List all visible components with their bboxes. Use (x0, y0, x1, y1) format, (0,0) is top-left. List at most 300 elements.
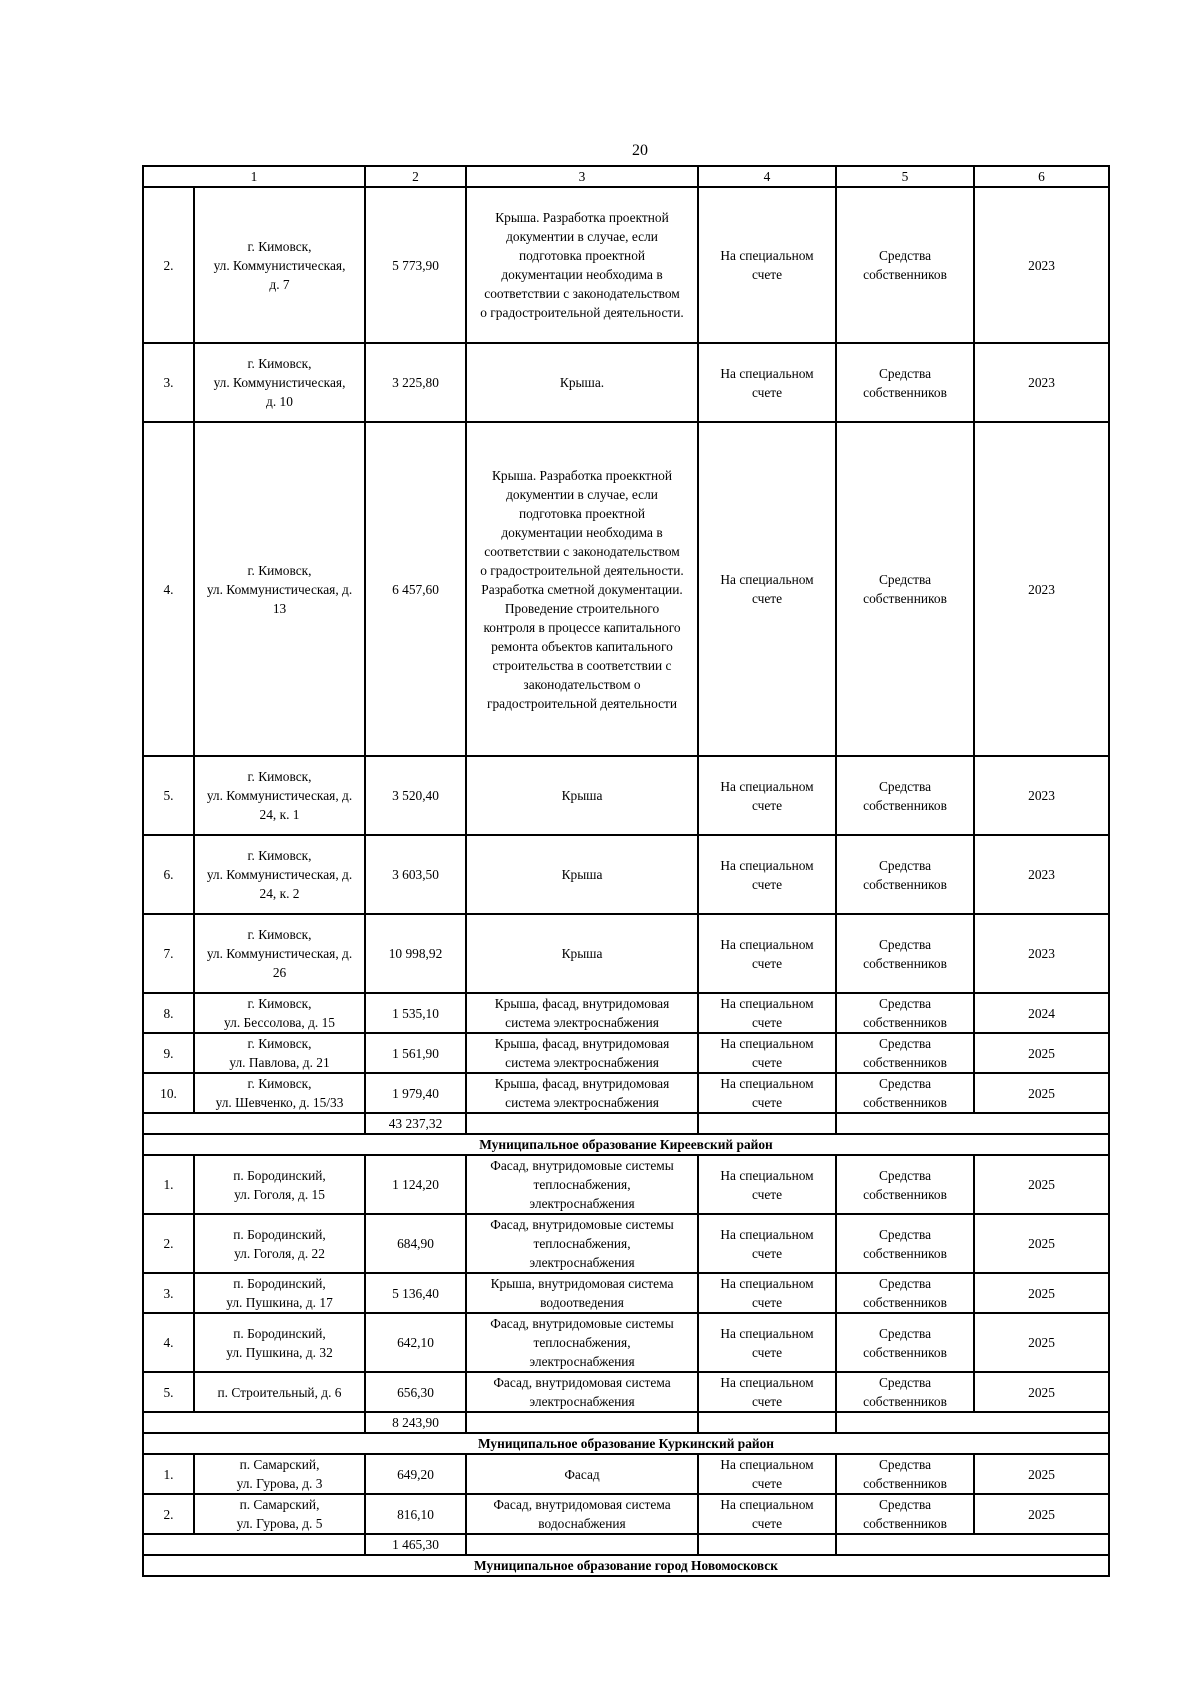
row-number: 2. (143, 187, 194, 343)
works-cell-line: Фасад, внутридомовая система (493, 1497, 671, 1512)
fund-method-cell-line: На специальном (720, 936, 814, 952)
address-cell-line: ул. Гоголя, д. 22 (234, 1245, 325, 1261)
works-cell-line: водоснабжения (538, 1516, 626, 1531)
address-cell (194, 187, 365, 343)
works-cell-line: Крыша (561, 788, 603, 803)
year-cell: 2023 (974, 756, 1109, 835)
address-cell-line: ул. Коммунистическая, д. (206, 867, 353, 882)
fund-method-cell-line: счете (751, 797, 783, 813)
address-cell-line: ул. Пушкина, д. 32 (226, 1344, 333, 1360)
address-cell-line: ул. Гурова, д. 5 (236, 1516, 323, 1531)
row-number: 2. (143, 1214, 194, 1273)
year-cell: 2023 (974, 187, 1109, 343)
funding-source-cell-line: Средства (878, 778, 932, 794)
funding-source-cell (836, 343, 974, 422)
fund-method-cell (698, 343, 836, 422)
funding-source-cell-line: собственников (863, 591, 947, 606)
funding-source-cell-line: собственников (863, 955, 947, 971)
column-number-cell: 2 (365, 166, 466, 187)
year-cell: 2025 (974, 1494, 1109, 1534)
fund-method-cell (698, 1313, 836, 1372)
fund-method-cell (698, 187, 836, 343)
address-cell-line: д. 7 (269, 276, 290, 292)
year-cell: 2025 (974, 1313, 1109, 1372)
works-cell-line: теплоснабжения, (533, 1335, 631, 1350)
address-cell-line: п. Бородинский, (233, 1325, 326, 1341)
works-cell (466, 756, 698, 835)
funding-source-cell-line: собственников (863, 876, 947, 892)
area-cell: 656,30 (365, 1372, 466, 1412)
works-cell (466, 993, 698, 1033)
address-cell (194, 835, 365, 914)
funding-source-cell-line: Средства (878, 572, 932, 587)
works-cell (466, 1313, 698, 1372)
section-title: Муниципальное образование Куркинский район (143, 1433, 1109, 1454)
area-cell: 1 535,10 (365, 993, 466, 1033)
works-cell (466, 1155, 698, 1214)
column-number-cell: 6 (974, 166, 1109, 187)
fund-method-cell-line: счете (751, 1344, 783, 1360)
address-cell (194, 343, 365, 422)
works-cell (466, 187, 698, 343)
address-cell-line: ул. Бессолова, д. 15 (224, 1015, 335, 1030)
subtotal-value: 1 465,30 (365, 1534, 466, 1555)
funding-source-cell-line: Средства (878, 365, 932, 381)
works-cell (466, 422, 698, 756)
fund-method-cell-line: На специальном (720, 1375, 814, 1390)
works-cell-line: система электроснабжения (505, 1015, 659, 1030)
works-cell-line: Крыша, внутридомовая система (490, 1276, 674, 1291)
works-cell-line: Фасад, внутридомовые системы (490, 1158, 674, 1173)
area-cell: 816,10 (365, 1494, 466, 1534)
address-cell-line: п. Бородинский, (233, 1226, 326, 1242)
funding-source-cell (836, 1033, 974, 1073)
address-cell-line: ул. Коммунистическая, д. (206, 946, 353, 961)
works-cell-line: законодательством о (523, 676, 641, 692)
table-row (143, 1454, 1109, 1494)
address-cell-line: ул. Коммунистическая, д. (206, 581, 353, 597)
row-number: 5. (143, 756, 194, 835)
fund-method-cell-line: счете (751, 1055, 783, 1070)
address-cell-line: г. Кимовск, (247, 848, 312, 863)
funding-source-cell-line: собственников (863, 1476, 947, 1491)
fund-method-cell (698, 1454, 836, 1494)
address-cell (194, 1313, 365, 1372)
subtotal-blank (698, 1412, 836, 1433)
works-cell-line: ремонта объектов капитального (491, 638, 673, 654)
works-cell-line: Крыша (561, 867, 603, 882)
works-cell-line: теплоснабжения, (533, 1236, 631, 1251)
subtotal-blank (698, 1113, 836, 1134)
address-cell (194, 1073, 365, 1113)
fund-method-cell-line: На специальном (720, 248, 814, 263)
row-number: 8. (143, 993, 194, 1033)
works-cell (466, 835, 698, 914)
fund-method-cell-line: На специальном (720, 1036, 814, 1051)
fund-method-cell-line: На специальном (720, 1497, 814, 1512)
row-number: 4. (143, 1313, 194, 1372)
fund-method-cell-line: счете (751, 955, 783, 971)
column-number-cell: 4 (698, 166, 836, 187)
table-row (143, 187, 1109, 343)
works-cell-line: строительства в соответствии с (492, 657, 672, 673)
funding-source-cell-line: Средства (878, 1276, 932, 1291)
funding-source-cell (836, 1155, 974, 1214)
funding-source-cell (836, 993, 974, 1033)
address-cell (194, 1372, 365, 1412)
fund-method-cell-line: счете (751, 591, 783, 606)
address-cell-line: ул. Коммунистическая, (213, 375, 346, 390)
column-number-cell: 1 (143, 166, 365, 187)
works-cell-line: система электроснабжения (505, 1095, 659, 1110)
works-cell-line: Проведение строительного (504, 600, 660, 616)
funding-source-cell-line: Средства (878, 1036, 932, 1051)
address-cell-line: г. Кимовск, (247, 927, 312, 942)
fund-method-cell (698, 756, 836, 835)
area-cell: 5 773,90 (365, 187, 466, 343)
funding-source-cell (836, 1073, 974, 1113)
works-cell (466, 1494, 698, 1534)
address-cell-line: г. Кимовск, (247, 769, 312, 784)
works-cell-line: Фасад, внутридомовые системы (490, 1316, 674, 1331)
works-cell-line: Крыша. Разработка проектной (495, 210, 669, 225)
address-cell-line: п. Самарский, (239, 1457, 320, 1472)
section-title: Муниципальное образование Киреевский район (143, 1134, 1109, 1155)
works-cell-line: Фасад (564, 1466, 600, 1482)
funding-source-cell-line: Средства (878, 857, 932, 873)
funding-source-cell-line: Средства (878, 1226, 932, 1242)
funding-source-cell (836, 756, 974, 835)
fund-method-cell-line: На специальном (720, 1226, 814, 1242)
works-cell-line: контроля в процессе капитального (483, 619, 681, 635)
funding-source-cell-line: собственников (863, 1245, 947, 1261)
subtotal-blank (143, 1113, 365, 1134)
table-row (143, 1073, 1109, 1113)
address-cell (194, 1454, 365, 1494)
fund-method-cell (698, 835, 836, 914)
table-row (143, 1313, 1109, 1372)
works-cell-line: электроснабжения (529, 1196, 635, 1211)
works-cell (466, 1454, 698, 1494)
address-cell-line: г. Кимовск, (247, 356, 312, 371)
fund-method-cell (698, 422, 836, 756)
funding-source-cell-line: Средства (878, 936, 932, 952)
year-cell: 2023 (974, 422, 1109, 756)
address-cell (194, 422, 365, 756)
table-row (143, 1214, 1109, 1273)
column-number-cell: 5 (836, 166, 974, 187)
address-cell-line: д. 10 (266, 394, 293, 409)
fund-method-cell-line: счете (751, 1245, 783, 1261)
funding-source-cell (836, 1313, 974, 1372)
funding-source-cell-line: Средства (878, 1375, 932, 1390)
row-number: 10. (143, 1073, 194, 1113)
works-cell (466, 1073, 698, 1113)
address-cell-line: ул. Гоголя, д. 15 (234, 1186, 325, 1202)
fund-method-cell-line: счете (751, 1186, 783, 1202)
subtotal-row (143, 1534, 1109, 1555)
row-number: 4. (143, 422, 194, 756)
subtotal-blank (466, 1113, 698, 1134)
works-cell (466, 343, 698, 422)
fund-method-cell-line: На специальном (720, 1325, 814, 1341)
table-row (143, 343, 1109, 422)
address-cell-line: г. Кимовск, (247, 238, 312, 254)
fund-method-cell-line: На специальном (720, 1276, 814, 1291)
works-cell-line: документации необходима в (501, 267, 663, 282)
funding-source-cell-line: собственников (863, 797, 947, 813)
funding-source-cell-line: Средства (878, 1457, 932, 1472)
area-cell: 642,10 (365, 1313, 466, 1372)
address-cell-line: 24, к. 2 (259, 886, 300, 901)
row-number: 7. (143, 914, 194, 993)
year-cell: 2025 (974, 1073, 1109, 1113)
address-cell-line: г. Кимовск, (247, 1036, 312, 1051)
works-cell-line: документии в случае, если (506, 486, 658, 502)
address-cell-line: ул. Шевченко, д. 15/33 (215, 1095, 344, 1110)
fund-method-cell (698, 1155, 836, 1214)
fund-method-cell-line: На специальном (720, 1076, 814, 1091)
address-cell (194, 914, 365, 993)
row-number: 2. (143, 1494, 194, 1534)
address-cell-line: ул. Гурова, д. 3 (236, 1476, 323, 1491)
row-number: 3. (143, 343, 194, 422)
table-row (143, 1155, 1109, 1214)
address-cell-line: ул. Коммунистическая, (213, 257, 346, 273)
year-cell: 2025 (974, 1372, 1109, 1412)
works-cell-line: Крыша, фасад, внутридомовая (494, 996, 670, 1011)
section-header-row (143, 1134, 1109, 1155)
fund-method-cell-line: счете (751, 1476, 783, 1491)
subtotal-blank (836, 1534, 1109, 1555)
funding-source-cell-line: собственников (863, 1095, 947, 1110)
works-cell-line: Фасад, внутридомовые системы (490, 1217, 674, 1232)
works-cell (466, 1033, 698, 1073)
works-cell-line: Крыша, фасад, внутридомовая (494, 1036, 670, 1051)
works-cell (466, 1273, 698, 1313)
subtotal-value: 8 243,90 (365, 1412, 466, 1433)
works-cell-line: Крыша, фасад, внутридомовая (494, 1076, 670, 1091)
address-cell-line: 13 (272, 600, 287, 616)
address-cell-line: ул. Пушкина, д. 17 (226, 1295, 333, 1310)
subtotal-blank (143, 1534, 365, 1555)
table-row (143, 914, 1109, 993)
fund-method-cell (698, 914, 836, 993)
funding-source-cell-line: Средства (878, 1167, 932, 1183)
address-cell-line: 24, к. 1 (259, 807, 300, 822)
address-cell-line: п. Самарский, (239, 1497, 320, 1512)
column-number-cell: 3 (466, 166, 698, 187)
works-cell-line: Крыша. Разработка проекктной (491, 467, 673, 483)
subtotal-blank (698, 1534, 836, 1555)
address-cell (194, 1273, 365, 1313)
year-cell: 2025 (974, 1155, 1109, 1214)
funding-source-cell-line: собственников (863, 1055, 947, 1070)
address-cell (194, 1494, 365, 1534)
table-row (143, 1372, 1109, 1412)
row-number: 6. (143, 835, 194, 914)
address-cell-line: ул. Коммунистическая, д. (206, 788, 353, 803)
address-cell-line: г. Кимовск, (247, 996, 312, 1011)
fund-method-cell (698, 1273, 836, 1313)
works-cell (466, 1372, 698, 1412)
funding-source-cell-line: собственников (863, 1186, 947, 1202)
row-number: 9. (143, 1033, 194, 1073)
area-cell: 6 457,60 (365, 422, 466, 756)
works-cell-line: подготовка проектной (518, 505, 646, 521)
funding-source-cell-line: Средства (878, 248, 932, 263)
works-cell-line: соответствии с законодательством (484, 543, 680, 559)
works-cell-line: Крыша (561, 946, 603, 961)
fund-method-cell-line: На специальном (720, 572, 814, 587)
capital-repair-table (142, 165, 1110, 1577)
works-cell-line: Фасад, внутридомовая система (493, 1375, 671, 1390)
address-cell (194, 756, 365, 835)
fund-method-cell-line: На специальном (720, 1167, 814, 1183)
table-row (143, 1033, 1109, 1073)
works-cell-line: о градостроительной деятельности. (480, 305, 684, 320)
year-cell: 2024 (974, 993, 1109, 1033)
page-number: 20 (632, 142, 648, 159)
fund-method-cell (698, 1372, 836, 1412)
funding-source-cell (836, 1372, 974, 1412)
year-cell: 2023 (974, 914, 1109, 993)
funding-source-cell (836, 1454, 974, 1494)
table-row (143, 422, 1109, 756)
funding-source-cell (836, 1494, 974, 1534)
area-cell: 10 998,92 (365, 914, 466, 993)
address-cell (194, 1214, 365, 1273)
fund-method-cell-line: счете (751, 876, 783, 892)
works-cell-line: теплоснабжения, (533, 1177, 631, 1192)
fund-method-cell-line: счете (751, 384, 783, 400)
address-cell-line: п. Бородинский, (233, 1276, 326, 1291)
works-cell-line: подготовка проектной (518, 248, 646, 263)
subtotal-blank (836, 1113, 1109, 1134)
subtotal-blank (466, 1534, 698, 1555)
area-cell: 1 124,20 (365, 1155, 466, 1214)
table-row (143, 993, 1109, 1033)
fund-method-cell-line: На специальном (720, 857, 814, 873)
year-cell: 2023 (974, 835, 1109, 914)
works-cell-line: электроснабжения (529, 1394, 635, 1409)
works-cell-line: градостроительной деятельности (486, 695, 678, 711)
funding-source-cell (836, 422, 974, 756)
area-cell: 1 561,90 (365, 1033, 466, 1073)
fund-method-cell-line: счете (751, 1394, 783, 1409)
works-cell-line: о градостроительной деятельности. (480, 562, 684, 578)
section-header-row (143, 1433, 1109, 1454)
fund-method-cell-line: На специальном (720, 1457, 814, 1472)
address-cell (194, 1155, 365, 1214)
subtotal-blank (466, 1412, 698, 1433)
year-cell: 2023 (974, 343, 1109, 422)
address-cell (194, 1033, 365, 1073)
funding-source-cell (836, 914, 974, 993)
area-cell: 684,90 (365, 1214, 466, 1273)
address-cell-line: п. Строительный, д. 6 (217, 1384, 342, 1400)
area-cell: 3 603,50 (365, 835, 466, 914)
fund-method-cell-line: На специальном (720, 996, 814, 1011)
section-title: Муниципальное образование город Новомосковск (143, 1555, 1109, 1576)
funding-source-cell-line: собственников (863, 1295, 947, 1310)
subtotal-blank (836, 1412, 1109, 1433)
address-cell-line: п. Бородинский, (233, 1167, 326, 1183)
address-cell-line: 26 (272, 965, 287, 980)
area-cell: 649,20 (365, 1454, 466, 1494)
funding-source-cell-line: Средства (878, 1076, 932, 1091)
area-cell: 3 520,40 (365, 756, 466, 835)
funding-source-cell-line: Средства (878, 996, 932, 1011)
section-header-row (143, 1555, 1109, 1576)
works-cell-line: водоотведения (540, 1295, 624, 1310)
year-cell: 2025 (974, 1273, 1109, 1313)
area-cell: 5 136,40 (365, 1273, 466, 1313)
works-cell (466, 914, 698, 993)
fund-method-cell-line: На специальном (720, 778, 814, 794)
address-cell-line: г. Кимовск, (247, 1076, 312, 1091)
fund-method-cell (698, 1033, 836, 1073)
funding-source-cell (836, 1214, 974, 1273)
address-cell (194, 993, 365, 1033)
works-cell-line: Крыша. (559, 375, 605, 390)
table-row (143, 1273, 1109, 1313)
funding-source-cell-line: собственников (863, 267, 947, 282)
subtotal-row (143, 1113, 1109, 1134)
fund-method-cell-line: счете (751, 1015, 783, 1030)
fund-method-cell (698, 1073, 836, 1113)
area-cell: 1 979,40 (365, 1073, 466, 1113)
fund-method-cell (698, 1214, 836, 1273)
fund-method-cell-line: счете (751, 1516, 783, 1531)
year-cell: 2025 (974, 1033, 1109, 1073)
works-cell (466, 1214, 698, 1273)
subtotal-value: 43 237,32 (365, 1113, 466, 1134)
fund-method-cell (698, 1494, 836, 1534)
fund-method-cell-line: счете (751, 267, 783, 282)
funding-source-cell-line: Средства (878, 1497, 932, 1512)
funding-source-cell-line: собственников (863, 1394, 947, 1409)
year-cell: 2025 (974, 1214, 1109, 1273)
works-cell-line: документии в случае, если (506, 229, 658, 244)
fund-method-cell-line: счете (751, 1095, 783, 1110)
column-number-row (143, 166, 1109, 187)
year-cell: 2025 (974, 1454, 1109, 1494)
row-number: 3. (143, 1273, 194, 1313)
row-number: 5. (143, 1372, 194, 1412)
works-cell-line: электроснабжения (529, 1255, 635, 1270)
address-cell-line: г. Кимовск, (247, 562, 312, 578)
row-number: 1. (143, 1454, 194, 1494)
funding-source-cell (836, 1273, 974, 1313)
fund-method-cell-line: На специальном (720, 365, 814, 381)
works-cell-line: Разработка сметной документации. (481, 581, 683, 597)
fund-method-cell (698, 993, 836, 1033)
works-cell-line: соответствии с законодательством (484, 286, 680, 301)
funding-source-cell-line: собственников (863, 384, 947, 400)
table-row (143, 835, 1109, 914)
address-cell-line: ул. Павлова, д. 21 (229, 1055, 330, 1070)
works-cell-line: документации необходима в (501, 524, 663, 540)
funding-source-cell-line: собственников (863, 1344, 947, 1360)
funding-source-cell (836, 835, 974, 914)
subtotal-row (143, 1412, 1109, 1433)
table-row (143, 1494, 1109, 1534)
subtotal-blank (143, 1412, 365, 1433)
row-number: 1. (143, 1155, 194, 1214)
works-cell-line: система электроснабжения (505, 1055, 659, 1070)
works-cell-line: электроснабжения (529, 1354, 635, 1369)
